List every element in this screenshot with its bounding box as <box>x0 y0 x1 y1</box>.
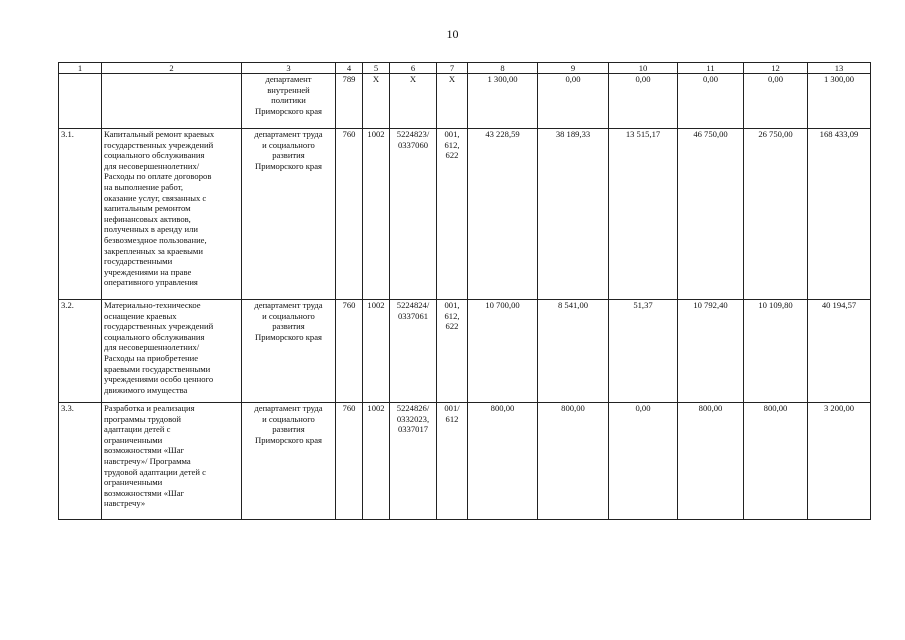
department-cell: департамент труда и социального развития Приморского края <box>242 300 336 403</box>
column-header: 12 <box>744 63 808 74</box>
row-number-cell: 3.3. <box>59 403 102 520</box>
code-cell: 760 <box>336 129 363 300</box>
amount-cell: 1 300,00 <box>808 74 871 129</box>
amount-cell: 13 515,17 <box>609 129 678 300</box>
code-cell: 1002 <box>363 300 390 403</box>
amount-cell: 46 750,00 <box>678 129 744 300</box>
amount-cell: 26 750,00 <box>744 129 808 300</box>
amount-cell: 43 228,59 <box>468 129 538 300</box>
code-cell: 760 <box>336 300 363 403</box>
amount-cell: 0,00 <box>609 403 678 520</box>
code-cell: 5224823/ 0337060 <box>390 129 437 300</box>
table-row <box>59 74 871 129</box>
table-row <box>59 300 871 403</box>
department-cell: департамент труда и социального развития Приморского края <box>242 403 336 520</box>
amount-cell: 38 189,33 <box>538 129 609 300</box>
amount-cell: 40 194,57 <box>808 300 871 403</box>
code-cell: 760 <box>336 403 363 520</box>
amount-cell: 800,00 <box>678 403 744 520</box>
column-header: 7 <box>437 63 468 74</box>
amount-cell: 8 541,00 <box>538 300 609 403</box>
amount-cell: 800,00 <box>468 403 538 520</box>
budget-table <box>58 62 871 520</box>
column-header: 9 <box>538 63 609 74</box>
table-row <box>59 403 871 520</box>
amount-cell: 0,00 <box>538 74 609 129</box>
page-number: 10 <box>446 27 459 41</box>
code-cell: 001, 612, 622 <box>437 129 468 300</box>
code-cell: Х <box>363 74 390 129</box>
table-row <box>59 129 871 300</box>
code-cell: 789 <box>336 74 363 129</box>
row-name-cell: Капитальный ремонт краевых государственных учреждений социального обслуживания для несовершеннолетних/ Расходы по оплате договоров на выполнение работ, оказание услуг, связанных с капитальным ремонтом нефинансовых активов, полученных в аренду или безвозмездное пользование, закрепленных за краевыми государственными учреждениями на праве оперативного управления <box>102 129 242 300</box>
amount-cell: 10 109,80 <box>744 300 808 403</box>
row-number-cell: 3.2. <box>59 300 102 403</box>
amount-cell: 800,00 <box>538 403 609 520</box>
code-cell: Х <box>390 74 437 129</box>
row-name-cell <box>102 74 242 129</box>
row-name-cell: Материально-техническое оснащение краевых государственных учреждений социального обслуживания для несовершеннолетних/ Расходы на приобретение краевыми государственными учреждениями особо ценного движимого имущества <box>102 300 242 403</box>
amount-cell: 51,37 <box>609 300 678 403</box>
code-cell: 5224826/ 0332023, 0337017 <box>390 403 437 520</box>
table-header-row <box>59 63 871 74</box>
amount-cell: 168 433,09 <box>808 129 871 300</box>
code-cell: 5224824/ 0337061 <box>390 300 437 403</box>
column-header: 5 <box>363 63 390 74</box>
row-name-cell: Разработка и реализация программы трудовой адаптации детей с ограниченными возможностями «Шаг навстречу»/ Программа трудовой адаптации детей с ограниченными возможностями «Шаг навстречу» <box>102 403 242 520</box>
department-cell: департамент внутренней политики Приморского края <box>242 74 336 129</box>
column-header: 2 <box>102 63 242 74</box>
column-header: 4 <box>336 63 363 74</box>
amount-cell: 1 300,00 <box>468 74 538 129</box>
row-number-cell: 3.1. <box>59 129 102 300</box>
code-cell: 1002 <box>363 129 390 300</box>
amount-cell: 10 792,40 <box>678 300 744 403</box>
column-header: 6 <box>390 63 437 74</box>
column-header: 11 <box>678 63 744 74</box>
amount-cell: 0,00 <box>744 74 808 129</box>
column-header: 3 <box>242 63 336 74</box>
column-header: 8 <box>468 63 538 74</box>
column-header: 13 <box>808 63 871 74</box>
amount-cell: 0,00 <box>678 74 744 129</box>
amount-cell: 0,00 <box>609 74 678 129</box>
code-cell: 001, 612, 622 <box>437 300 468 403</box>
code-cell: 001/ 612 <box>437 403 468 520</box>
column-header: 1 <box>59 63 102 74</box>
department-cell: департамент труда и социального развития Приморского края <box>242 129 336 300</box>
code-cell: 1002 <box>363 403 390 520</box>
amount-cell: 800,00 <box>744 403 808 520</box>
amount-cell: 3 200,00 <box>808 403 871 520</box>
amount-cell: 10 700,00 <box>468 300 538 403</box>
row-number-cell <box>59 74 102 129</box>
column-header: 10 <box>609 63 678 74</box>
code-cell: Х <box>437 74 468 129</box>
